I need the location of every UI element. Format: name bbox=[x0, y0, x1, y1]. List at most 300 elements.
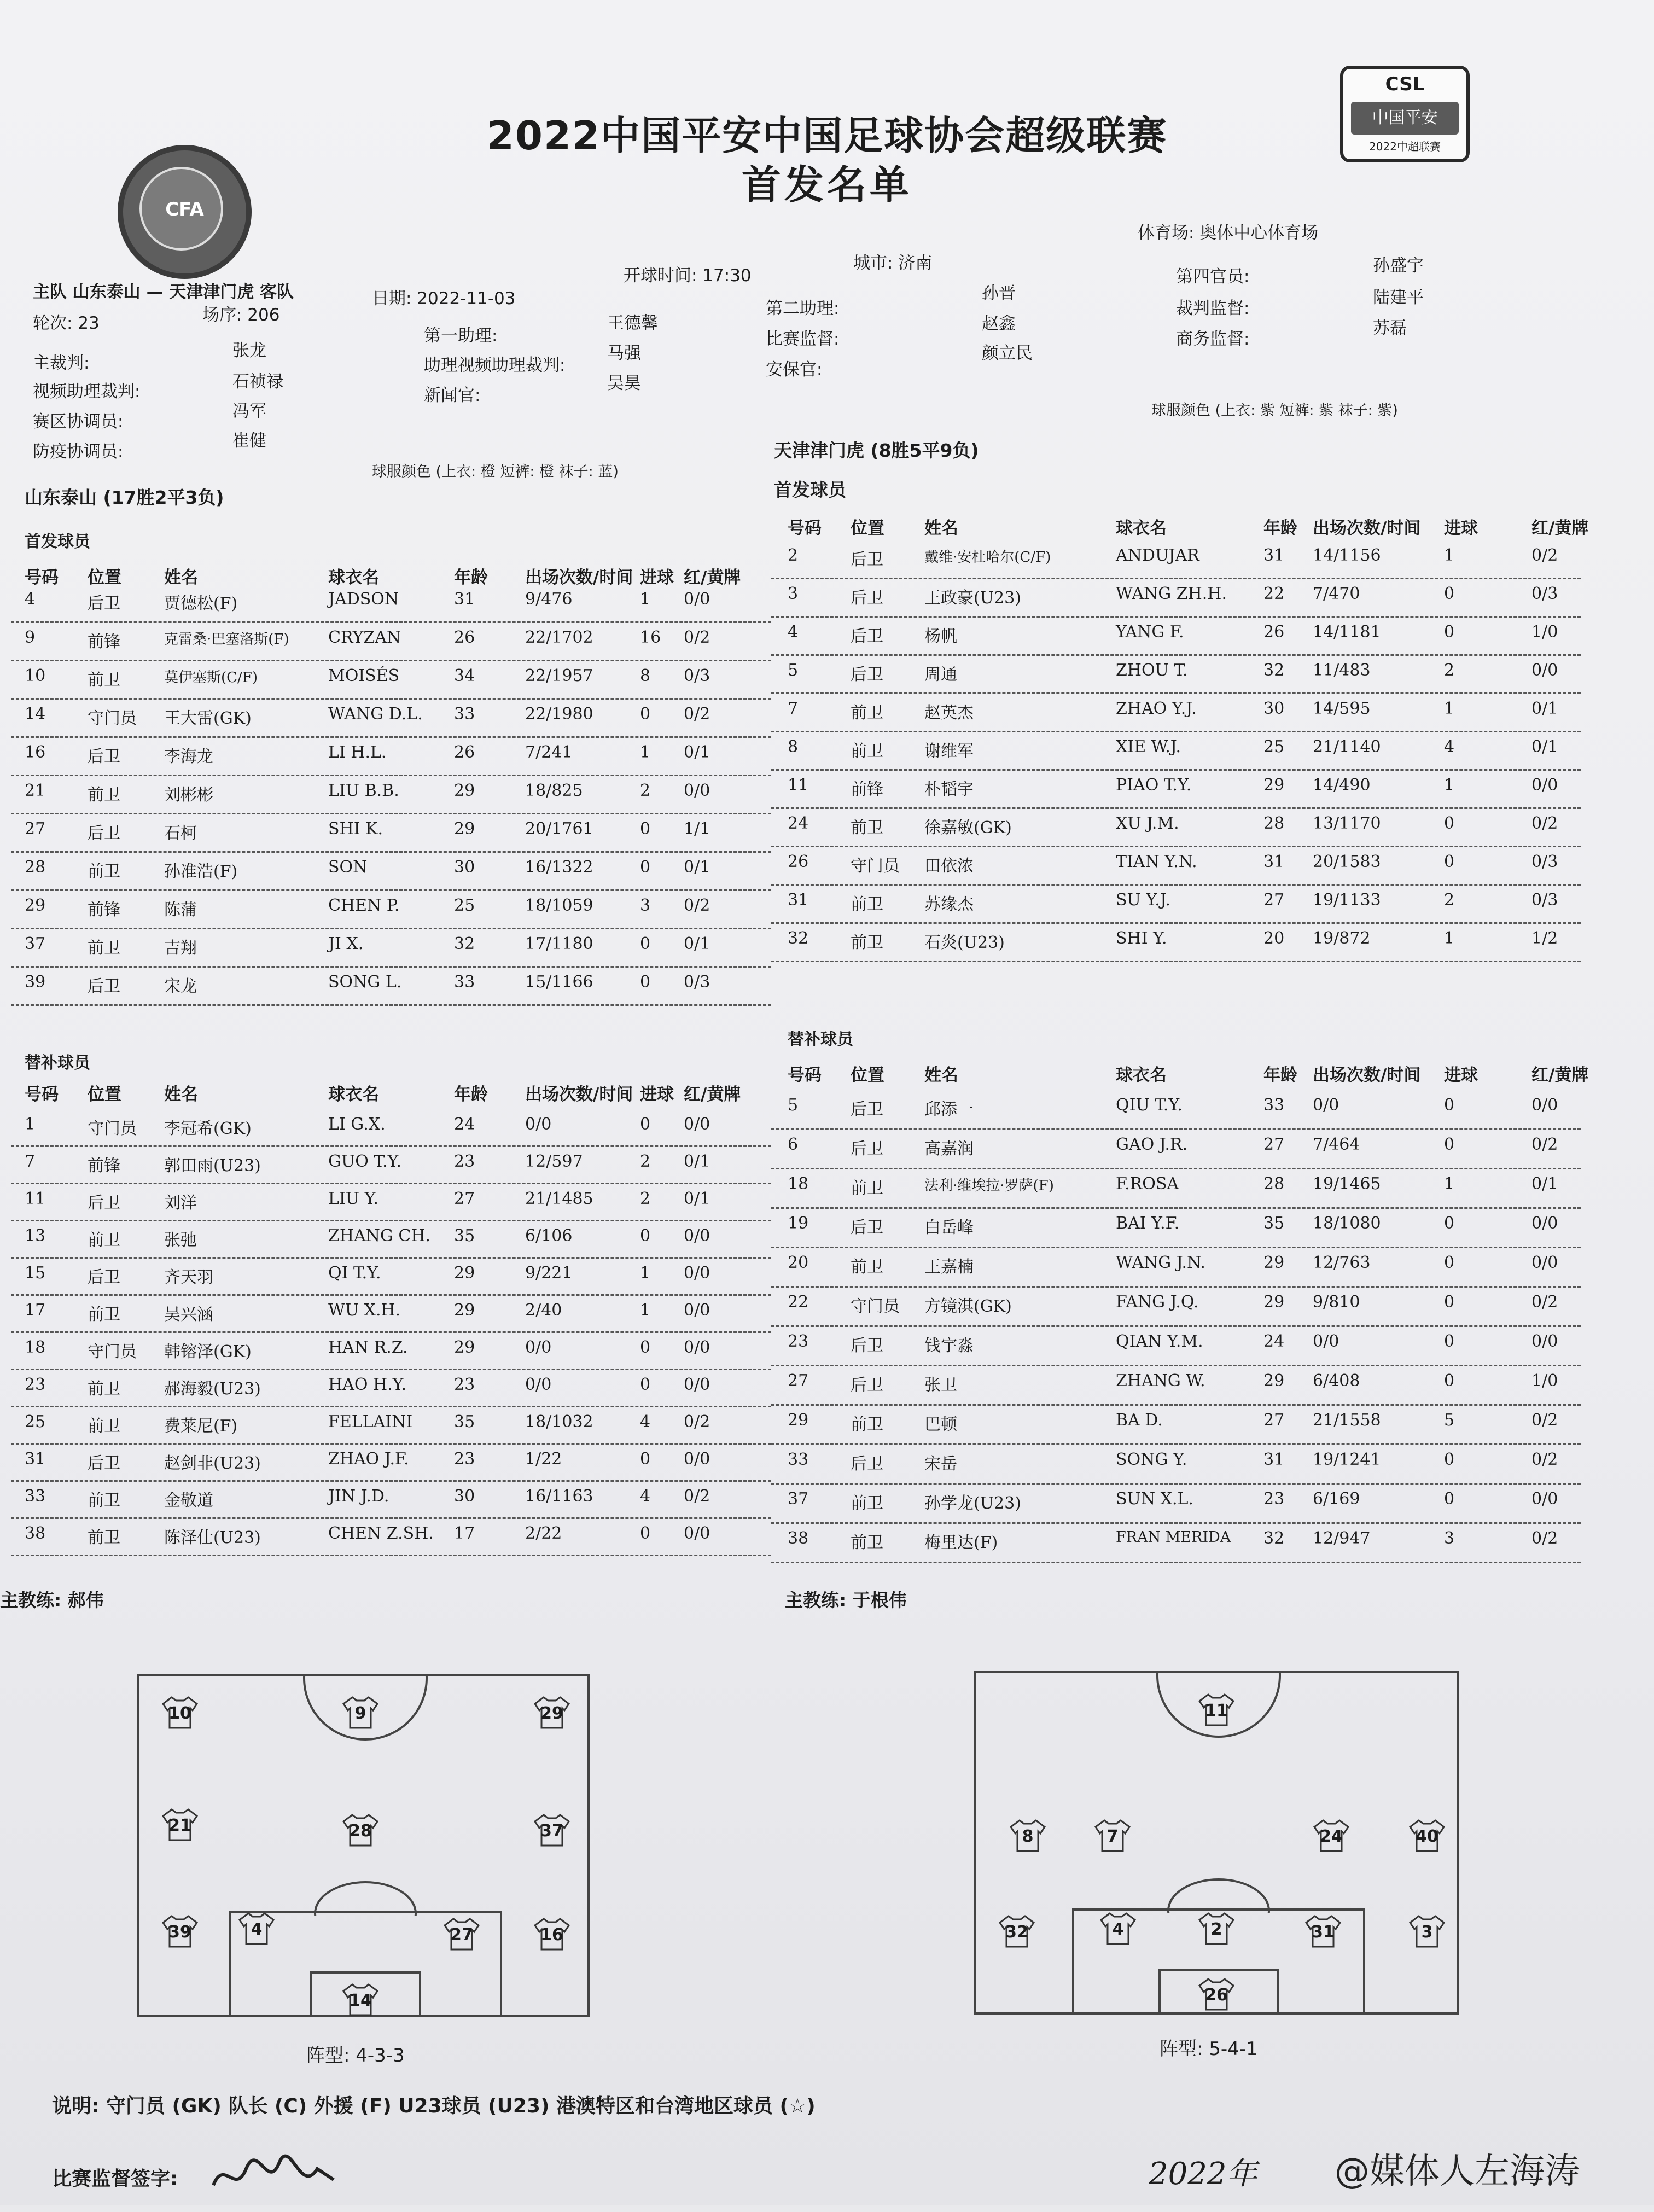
home-sub-name: 张弛 bbox=[164, 1231, 197, 1250]
away-starter-name: 朴韬宇 bbox=[924, 780, 974, 799]
home-starter-cards: 1/1 bbox=[684, 819, 710, 839]
away-starter-shirt-name: PIAO T.Y. bbox=[1116, 776, 1192, 795]
cfa-logo: CFA bbox=[118, 145, 252, 279]
home-header-goals: 进球 bbox=[640, 568, 674, 587]
away-lineup-shirt-3: 3 bbox=[1408, 1914, 1446, 1948]
home-sub-position: 前卫 bbox=[88, 1231, 120, 1250]
away-header-position: 位置 bbox=[851, 519, 884, 538]
away-sub-number: 37 bbox=[788, 1489, 809, 1509]
away-sub-goals: 0 bbox=[1444, 1135, 1455, 1154]
table-row bbox=[0, 1131, 1654, 1167]
home-starter-number: 37 bbox=[25, 934, 46, 953]
away-sub-age: 32 bbox=[1263, 1529, 1285, 1548]
home-starter-number: 27 bbox=[25, 819, 46, 839]
home-starter-shirt-name: CRYZAN bbox=[328, 628, 401, 647]
home-coach: 主教练: 郝伟 bbox=[0, 1590, 104, 1611]
home-starter-age: 25 bbox=[454, 896, 475, 915]
home-sub-goals: 0 bbox=[640, 1115, 651, 1134]
home-sub-name: 赵剑非(U23) bbox=[164, 1454, 261, 1473]
home-sub-position: 前卫 bbox=[88, 1379, 120, 1399]
watermark: @媒体人左海涛 bbox=[1335, 2151, 1580, 2192]
away-sub-name: 宋岳 bbox=[924, 1454, 957, 1474]
away-sub-shirt-name: SONG Y. bbox=[1116, 1450, 1187, 1469]
home-starter-goals: 0 bbox=[640, 705, 651, 724]
home-starter-apps: 15/1166 bbox=[525, 973, 593, 992]
away-starter-age: 32 bbox=[1263, 661, 1285, 680]
table-row bbox=[0, 1406, 1654, 1442]
home-starter-cards: 0/2 bbox=[684, 705, 710, 724]
home-starter-number: 28 bbox=[25, 858, 46, 877]
away-starter-age: 20 bbox=[1263, 929, 1285, 948]
home-starter-number: 10 bbox=[25, 666, 46, 685]
home-sub-shirt-name: LIU Y. bbox=[328, 1189, 379, 1208]
home-sub-age: 24 bbox=[454, 1115, 475, 1134]
home-starter-name: 宋龙 bbox=[164, 977, 197, 996]
away-sub-age: 27 bbox=[1263, 1411, 1285, 1430]
away-starter-apps: 21/1140 bbox=[1313, 737, 1381, 756]
press: 吴昊 bbox=[607, 374, 641, 393]
away-header-name: 姓名 bbox=[924, 1066, 958, 1085]
home-formation-pitch bbox=[137, 1674, 590, 2017]
commercial-label: 商务监督: bbox=[1176, 329, 1250, 349]
home-sub-goals: 2 bbox=[640, 1152, 651, 1171]
away-starter-age: 31 bbox=[1263, 852, 1285, 871]
away-sub-name: 张卫 bbox=[924, 1376, 957, 1395]
home-sub-shirt-name: CHEN Z.SH. bbox=[328, 1524, 434, 1543]
home-starter-apps: 18/825 bbox=[525, 781, 583, 800]
away-header-goals: 进球 bbox=[1444, 519, 1478, 538]
home-sub-shirt-name: JIN J.D. bbox=[328, 1487, 389, 1506]
legend-note: 说明: 守门员 (GK) 队长 (C) 外援 (F) U23球员 (U23) 港澳特区和台湾地区球员 (☆) bbox=[52, 2095, 816, 2117]
away-starter-number: 32 bbox=[788, 929, 809, 948]
table-row bbox=[0, 1328, 1654, 1364]
home-starter-number: 16 bbox=[25, 743, 46, 762]
home-starter-number: 39 bbox=[25, 973, 46, 992]
away-starter-number: 5 bbox=[788, 661, 799, 680]
home-header-name: 姓名 bbox=[164, 568, 198, 587]
home-sub-position: 守门员 bbox=[88, 1119, 137, 1138]
away-sub-apps: 21/1558 bbox=[1313, 1411, 1381, 1430]
table-row bbox=[0, 1091, 1654, 1127]
home-sub-name: 费莱尼(F) bbox=[164, 1417, 238, 1436]
away-sub-cards: 0/0 bbox=[1531, 1214, 1558, 1233]
away-starter-name: 石炎(U23) bbox=[924, 933, 1005, 952]
home-starter-number: 14 bbox=[25, 705, 46, 724]
home-starter-position: 前锋 bbox=[88, 900, 120, 919]
home-starter-goals: 2 bbox=[640, 781, 651, 800]
home-starter-apps: 18/1059 bbox=[525, 896, 593, 915]
away-sub-shirt-name: GAO J.R. bbox=[1116, 1135, 1188, 1154]
away-starter-apps: 13/1170 bbox=[1313, 814, 1381, 833]
away-sub-apps: 18/1080 bbox=[1313, 1214, 1381, 1233]
home-starters-label: 首发球员 bbox=[25, 532, 90, 551]
away-formation-pitch bbox=[974, 1671, 1459, 2015]
away-starter-shirt-name: ZHAO Y.J. bbox=[1116, 699, 1197, 718]
var-label: 视频助理裁判: bbox=[33, 382, 141, 401]
home-lineup-shirt-14: 14 bbox=[341, 1982, 380, 2016]
row-divider bbox=[771, 1562, 1581, 1563]
home-starter-position: 守门员 bbox=[88, 709, 137, 728]
home-starter-goals: 0 bbox=[640, 973, 651, 992]
away-starter-age: 26 bbox=[1263, 622, 1285, 642]
page-subtitle: 首发名单 bbox=[741, 162, 912, 208]
home-sub-position: 前卫 bbox=[88, 1528, 120, 1547]
away-formation: 阵型: 5-4-1 bbox=[1160, 2038, 1258, 2060]
away-lineup-shirt-4: 4 bbox=[1099, 1911, 1137, 1945]
away-sub-cards: 0/2 bbox=[1531, 1529, 1558, 1548]
away-starter-goals: 1 bbox=[1444, 929, 1455, 948]
table-row bbox=[0, 924, 1654, 961]
away-lineup-shirt-40: 40 bbox=[1408, 1818, 1446, 1852]
away-sub-position: 后卫 bbox=[851, 1376, 883, 1395]
table-row bbox=[0, 810, 1654, 846]
epidemic: 崔健 bbox=[232, 431, 266, 451]
home-starter-cards: 0/3 bbox=[684, 666, 710, 685]
away-starter-number: 31 bbox=[788, 890, 809, 910]
table-row bbox=[0, 1485, 1654, 1521]
away-starter-shirt-name: TIAN Y.N. bbox=[1116, 852, 1197, 871]
home-starter-cards: 0/2 bbox=[684, 896, 710, 915]
home-starter-name: 石柯 bbox=[164, 824, 197, 843]
home-header-name: 姓名 bbox=[164, 1085, 198, 1104]
home-sub-age: 29 bbox=[454, 1264, 475, 1283]
away-lineup-shirt-26: 26 bbox=[1197, 1977, 1236, 2011]
home-starter-cards: 0/1 bbox=[684, 743, 710, 762]
home-starter-shirt-name: WANG D.L. bbox=[328, 705, 423, 724]
away-sub-number: 5 bbox=[788, 1096, 799, 1115]
home-sub-position: 后卫 bbox=[88, 1194, 120, 1213]
away-sub-goals: 0 bbox=[1444, 1293, 1455, 1312]
away-starter-apps: 20/1583 bbox=[1313, 852, 1381, 871]
away-starter-name: 杨帆 bbox=[924, 627, 957, 646]
away-sub-age: 31 bbox=[1263, 1450, 1285, 1469]
away-starter-goals: 1 bbox=[1444, 776, 1455, 795]
home-starter-goals: 0 bbox=[640, 819, 651, 839]
away-starter-name: 赵英杰 bbox=[924, 703, 974, 723]
security-label: 安保官: bbox=[766, 360, 823, 380]
away-starter-cards: 0/0 bbox=[1531, 776, 1558, 795]
away-starter-apps: 19/1133 bbox=[1313, 890, 1381, 910]
home-starter-position: 前卫 bbox=[88, 785, 120, 805]
away-sub-name: 高嘉润 bbox=[924, 1139, 974, 1159]
away-starter-number: 11 bbox=[788, 776, 809, 795]
venue-coord-label: 赛区协调员: bbox=[33, 412, 124, 432]
home-sub-age: 29 bbox=[454, 1338, 475, 1357]
away-sub-number: 38 bbox=[788, 1529, 809, 1548]
away-sub-position: 前卫 bbox=[851, 1494, 883, 1513]
away-starter-goals: 0 bbox=[1444, 622, 1455, 642]
home-sub-shirt-name: HAO H.Y. bbox=[328, 1375, 407, 1394]
home-sub-apps: 6/106 bbox=[525, 1226, 573, 1245]
home-sub-name: 韩镕泽(GK) bbox=[164, 1342, 252, 1361]
away-sub-goals: 0 bbox=[1444, 1371, 1455, 1390]
home-starter-name: 吉翔 bbox=[164, 939, 197, 958]
home-starter-cards: 0/3 bbox=[684, 973, 710, 992]
away-sub-shirt-name: QIU T.Y. bbox=[1116, 1096, 1183, 1115]
home-starter-apps: 20/1761 bbox=[525, 819, 593, 839]
home-starter-age: 29 bbox=[454, 781, 475, 800]
home-sub-cards: 0/0 bbox=[684, 1338, 710, 1357]
home-sub-name: 金敬道 bbox=[164, 1491, 213, 1510]
home-lineup-shirt-39: 39 bbox=[161, 1914, 199, 1948]
home-starter-name: 莫伊塞斯(C/F) bbox=[164, 670, 258, 686]
home-starter-goals: 1 bbox=[640, 590, 651, 609]
away-sub-apps: 19/1465 bbox=[1313, 1174, 1381, 1194]
home-sub-apps: 0/0 bbox=[525, 1375, 552, 1394]
away-starter-number: 8 bbox=[788, 737, 799, 756]
table-row bbox=[0, 733, 1654, 769]
away-sub-goals: 1 bbox=[1444, 1174, 1455, 1194]
away-sub-number: 33 bbox=[788, 1450, 809, 1469]
signature-date: 2022年 bbox=[1149, 2156, 1257, 2192]
away-sub-name: 方镜淇(GK) bbox=[924, 1297, 1012, 1316]
away-starter-apps: 14/1181 bbox=[1313, 622, 1381, 642]
home-starter-apps: 7/241 bbox=[525, 743, 573, 762]
away-header-cards: 红/黄牌 bbox=[1531, 519, 1589, 538]
away-sub-cards: 0/1 bbox=[1531, 1174, 1558, 1194]
home-sub-age: 23 bbox=[454, 1450, 475, 1469]
home-sub-cards: 0/0 bbox=[684, 1115, 710, 1134]
away-sub-shirt-name: SUN X.L. bbox=[1116, 1489, 1193, 1509]
home-starter-age: 33 bbox=[454, 705, 475, 724]
away-starter-number: 3 bbox=[788, 584, 799, 603]
away-starter-age: 30 bbox=[1263, 699, 1285, 718]
home-header-apps: 出场次数/时间 bbox=[525, 568, 633, 587]
away-header-number: 号码 bbox=[788, 519, 822, 538]
away-team-name: 天津津门虎 (8胜5平9负) bbox=[774, 440, 979, 461]
away-sub-goals: 0 bbox=[1444, 1489, 1455, 1509]
home-starter-age: 34 bbox=[454, 666, 475, 685]
away-starter-apps: 14/595 bbox=[1313, 699, 1371, 718]
away-sub-goals: 3 bbox=[1444, 1529, 1455, 1548]
home-sub-apps: 0/0 bbox=[525, 1338, 552, 1357]
away-starter-shirt-name: WANG ZH.H. bbox=[1116, 584, 1227, 603]
home-starter-shirt-name: SHI K. bbox=[328, 819, 383, 839]
home-sub-age: 30 bbox=[454, 1487, 475, 1506]
home-lineup-shirt-37: 37 bbox=[533, 1813, 571, 1847]
home-lineup-shirt-28: 28 bbox=[341, 1813, 380, 1847]
home-starter-position: 后卫 bbox=[88, 747, 120, 766]
away-sub-shirt-name: BAI Y.F. bbox=[1116, 1214, 1180, 1233]
referee-label: 主裁判: bbox=[33, 353, 90, 373]
away-sub-age: 33 bbox=[1263, 1096, 1285, 1115]
home-team-name: 山东泰山 (17胜2平3负) bbox=[25, 487, 224, 508]
away-sub-shirt-name: BA D. bbox=[1116, 1411, 1163, 1430]
away-starter-position: 前卫 bbox=[851, 703, 883, 723]
away-starter-cards: 1/0 bbox=[1531, 622, 1558, 642]
away-starter-cards: 1/2 bbox=[1531, 929, 1558, 948]
home-sub-name: 吴兴涵 bbox=[164, 1305, 213, 1324]
table-row bbox=[0, 968, 1654, 1004]
away-sub-name: 白岳峰 bbox=[924, 1218, 974, 1237]
ref-assessor: 陆建平 bbox=[1373, 288, 1424, 307]
home-sub-apps: 12/597 bbox=[525, 1152, 583, 1171]
home-starter-name: 刘彬彬 bbox=[164, 785, 213, 805]
home-header-shirt-name: 球衣名 bbox=[328, 1085, 379, 1104]
home-sub-apps: 21/1485 bbox=[525, 1189, 593, 1208]
home-starter-cards: 0/0 bbox=[684, 590, 710, 609]
home-starter-age: 31 bbox=[454, 590, 475, 609]
home-starter-position: 前锋 bbox=[88, 632, 120, 651]
home-sub-number: 18 bbox=[25, 1338, 46, 1357]
away-sub-age: 29 bbox=[1263, 1371, 1285, 1390]
away-sub-number: 19 bbox=[788, 1214, 809, 1233]
row-divider bbox=[11, 1004, 771, 1006]
away-starter-name: 谢维军 bbox=[924, 742, 974, 761]
away-starter-cards: 0/1 bbox=[1531, 699, 1558, 718]
away-starter-goals: 0 bbox=[1444, 852, 1455, 871]
away-sub-goals: 0 bbox=[1444, 1332, 1455, 1351]
home-sub-apps: 0/0 bbox=[525, 1115, 552, 1134]
home-sub-position: 后卫 bbox=[88, 1454, 120, 1473]
home-starter-name: 李海龙 bbox=[164, 747, 213, 766]
away-starter-goals: 2 bbox=[1444, 890, 1455, 910]
match-date: 日期: 2022-11-03 bbox=[372, 289, 516, 308]
away-starter-name: 戴维·安杜哈尔(C/F) bbox=[924, 549, 1051, 566]
home-starter-goals: 0 bbox=[640, 858, 651, 877]
row-divider bbox=[771, 578, 1581, 579]
home-sub-shirt-name: FELLAINI bbox=[328, 1412, 413, 1431]
home-sub-cards: 0/2 bbox=[684, 1412, 710, 1431]
ar2: 孙晋 bbox=[982, 283, 1016, 303]
away-subs-label: 替补球员 bbox=[788, 1030, 853, 1049]
home-sub-number: 23 bbox=[25, 1375, 46, 1394]
away-starter-name: 王政豪(U23) bbox=[924, 589, 1021, 608]
away-lineup-shirt-8: 8 bbox=[1009, 1818, 1047, 1852]
home-starter-apps: 17/1180 bbox=[525, 934, 593, 953]
home-starter-position: 后卫 bbox=[88, 824, 120, 843]
away-starter-apps: 14/1156 bbox=[1313, 546, 1381, 565]
away-sub-age: 29 bbox=[1263, 1253, 1285, 1272]
home-sub-apps: 2/22 bbox=[525, 1524, 562, 1543]
away-sub-apps: 0/0 bbox=[1313, 1332, 1339, 1351]
table-row bbox=[0, 1367, 1654, 1403]
signature bbox=[208, 2147, 339, 2212]
away-sub-position: 前卫 bbox=[851, 1533, 883, 1552]
home-sub-goals: 0 bbox=[640, 1338, 651, 1357]
home-sub-shirt-name: WU X.H. bbox=[328, 1301, 401, 1320]
away-sub-name: 巴顿 bbox=[924, 1415, 957, 1434]
away-sub-number: 22 bbox=[788, 1293, 809, 1312]
away-sub-shirt-name: F.ROSA bbox=[1116, 1174, 1179, 1194]
home-header-position: 位置 bbox=[88, 1085, 121, 1104]
home-starter-cards: 0/1 bbox=[684, 858, 710, 877]
home-sub-cards: 0/1 bbox=[684, 1152, 710, 1171]
home-starter-shirt-name: LI H.L. bbox=[328, 743, 387, 762]
row-divider bbox=[11, 966, 771, 968]
away-header-apps: 出场次数/时间 bbox=[1313, 519, 1421, 538]
away-sub-cards: 0/2 bbox=[1531, 1450, 1558, 1469]
away-sub-name: 梅里达(F) bbox=[924, 1533, 998, 1552]
away-sub-position: 后卫 bbox=[851, 1454, 883, 1474]
var: 石祯禄 bbox=[232, 372, 283, 392]
row-divider bbox=[771, 692, 1581, 694]
away-starter-apps: 11/483 bbox=[1313, 661, 1371, 680]
home-starter-age: 26 bbox=[454, 743, 475, 762]
home-subs-label: 替补球员 bbox=[25, 1053, 90, 1073]
home-starter-cards: 0/1 bbox=[684, 934, 710, 953]
row-divider bbox=[771, 922, 1581, 924]
home-header-apps: 出场次数/时间 bbox=[525, 1085, 633, 1104]
away-lineup-shirt-24: 24 bbox=[1312, 1818, 1350, 1852]
home-starter-shirt-name: SON bbox=[328, 858, 368, 877]
row-divider bbox=[771, 1247, 1581, 1248]
referee: 张龙 bbox=[232, 341, 266, 360]
table-row bbox=[0, 886, 1654, 922]
away-sub-shirt-name: WANG J.N. bbox=[1116, 1253, 1205, 1272]
home-starter-age: 26 bbox=[454, 628, 475, 647]
away-starter-age: 25 bbox=[1263, 737, 1285, 756]
away-sub-shirt-name: QIAN Y.M. bbox=[1116, 1332, 1203, 1351]
away-sub-age: 23 bbox=[1263, 1489, 1285, 1509]
away-starter-position: 守门员 bbox=[851, 857, 900, 876]
home-starter-shirt-name: JADSON bbox=[328, 590, 399, 609]
home-sub-number: 7 bbox=[25, 1152, 36, 1171]
home-sub-number: 25 bbox=[25, 1412, 46, 1431]
home-header-shirt-name: 球衣名 bbox=[328, 568, 379, 587]
away-starter-cards: 0/2 bbox=[1531, 546, 1558, 565]
table-row bbox=[0, 1249, 1654, 1285]
away-starter-position: 后卫 bbox=[851, 550, 883, 569]
away-header-goals: 进球 bbox=[1444, 1066, 1478, 1085]
home-sub-age: 27 bbox=[454, 1189, 475, 1208]
home-starter-shirt-name: CHEN P. bbox=[328, 896, 400, 915]
away-starter-apps: 14/490 bbox=[1313, 776, 1371, 795]
ar1-label: 第一助理: bbox=[424, 326, 498, 346]
away-sub-position: 前卫 bbox=[851, 1415, 883, 1434]
home-starter-position: 前卫 bbox=[88, 671, 120, 690]
away-starter-shirt-name: SU Y.J. bbox=[1116, 890, 1171, 910]
ar1: 王德馨 bbox=[607, 313, 658, 333]
away-starter-position: 前卫 bbox=[851, 895, 883, 914]
away-starter-apps: 7/470 bbox=[1313, 584, 1360, 603]
ar2-label: 第二助理: bbox=[766, 299, 840, 318]
away-header-name: 姓名 bbox=[924, 519, 958, 538]
away-lineup-shirt-11: 11 bbox=[1197, 1692, 1236, 1726]
row-divider bbox=[771, 846, 1581, 847]
away-sub-age: 28 bbox=[1263, 1174, 1285, 1194]
home-sub-number: 15 bbox=[25, 1264, 46, 1283]
home-sub-cards: 0/0 bbox=[684, 1450, 710, 1469]
commercial: 苏磊 bbox=[1373, 318, 1407, 338]
home-sub-apps: 18/1032 bbox=[525, 1412, 593, 1431]
away-sub-apps: 12/763 bbox=[1313, 1253, 1371, 1272]
away-sub-apps: 12/947 bbox=[1313, 1529, 1371, 1548]
away-sub-age: 35 bbox=[1263, 1214, 1285, 1233]
home-sub-age: 29 bbox=[454, 1301, 475, 1320]
table-row bbox=[0, 771, 1654, 807]
row-divider bbox=[771, 1325, 1581, 1327]
home-sub-name: 郝海毅(U23) bbox=[164, 1379, 261, 1399]
home-sub-name: 郭田雨(U23) bbox=[164, 1156, 261, 1175]
home-sub-number: 31 bbox=[25, 1450, 46, 1469]
away-sub-cards: 0/2 bbox=[1531, 1293, 1558, 1312]
away-sub-apps: 0/0 bbox=[1313, 1096, 1339, 1115]
home-header-cards: 红/黄牌 bbox=[684, 568, 741, 587]
home-sub-name: 齐天羽 bbox=[164, 1268, 213, 1287]
away-header-shirt-name: 球衣名 bbox=[1116, 519, 1167, 538]
home-sub-age: 35 bbox=[454, 1412, 475, 1431]
away-sub-goals: 0 bbox=[1444, 1253, 1455, 1272]
home-sub-shirt-name: GUO T.Y. bbox=[328, 1152, 401, 1171]
table-row bbox=[0, 1209, 1654, 1245]
home-starter-apps: 22/1702 bbox=[525, 628, 593, 647]
away-lineup-shirt-31: 31 bbox=[1304, 1914, 1342, 1948]
home-sub-goals: 0 bbox=[640, 1375, 651, 1394]
home-starter-age: 33 bbox=[454, 973, 475, 992]
home-starter-goals: 16 bbox=[640, 628, 661, 647]
home-header-goals: 进球 bbox=[640, 1085, 674, 1104]
